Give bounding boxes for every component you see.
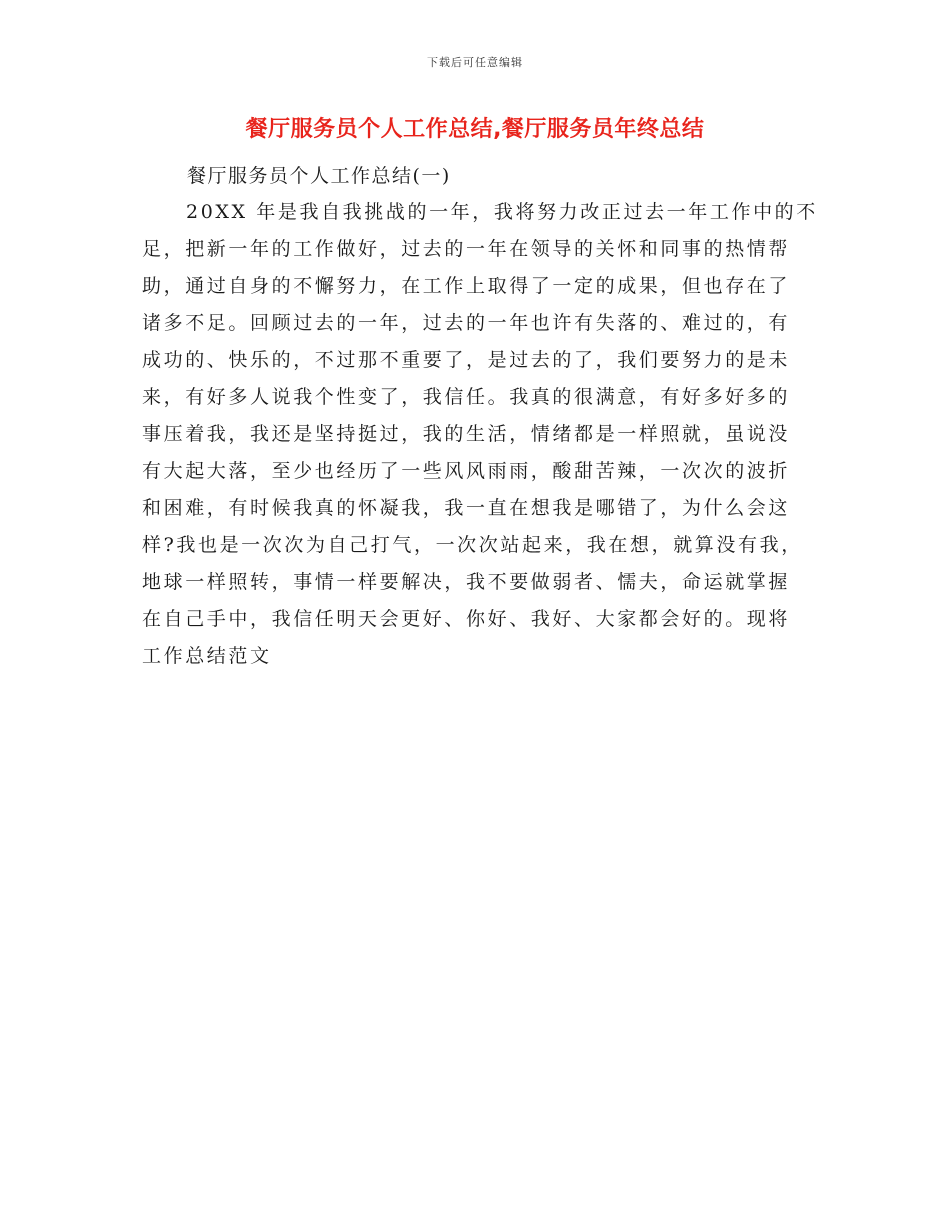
section-subtitle: 餐厅服务员个人工作总结(一) bbox=[187, 165, 451, 187]
body-paragraph bbox=[142, 194, 818, 675]
body-line: 和困难，有时候我真的怀凝我，我一直在想我是哪错了，为什么会这 bbox=[142, 497, 791, 519]
body-line: 足，把新一年的工作做好，过去的一年在领导的关怀和同事的热情帮 bbox=[142, 238, 791, 260]
body-line: 工作总结范文 bbox=[142, 645, 272, 667]
body-line: 20XX 年是我自我挑战的一年，我将努力改正过去一年工作中的不 bbox=[186, 201, 818, 223]
body-line: 有大起大落，至少也经历了一些风风雨雨，酸甜苦辣，一次次的波折 bbox=[142, 460, 791, 482]
document-title: 餐厅服务员个人工作总结,餐厅服务员年终总结 bbox=[245, 117, 705, 142]
body-line: 事压着我，我还是坚持挺过，我的生活，情绪都是一样照就，虽说没 bbox=[142, 423, 791, 445]
body-line: 在自己手中，我信任明天会更好、你好、我好、大家都会好的。现将 bbox=[142, 608, 791, 630]
body-line: 样?我也是一次次为自己打气，一次次站起来，我在想，就算没有我， bbox=[142, 534, 803, 556]
body-line: 诸多不足。回顾过去的一年，过去的一年也许有失落的、难过的，有 bbox=[142, 312, 791, 334]
body-line: 助，通过自身的不懈努力，在工作上取得了一定的成果，但也存在了 bbox=[142, 275, 791, 297]
body-line: 成功的、快乐的，不过那不重要了，是过去的了，我们要努力的是未 bbox=[142, 349, 791, 371]
header-note: 下载后可任意编辑 bbox=[427, 56, 523, 69]
body-line: 地球一样照转，事情一样要解决，我不要做弱者、懦夫，命运就掌握 bbox=[142, 571, 791, 593]
body-line: 来，有好多人说我个性变了，我信任。我真的很满意，有好多好多的 bbox=[142, 386, 791, 408]
